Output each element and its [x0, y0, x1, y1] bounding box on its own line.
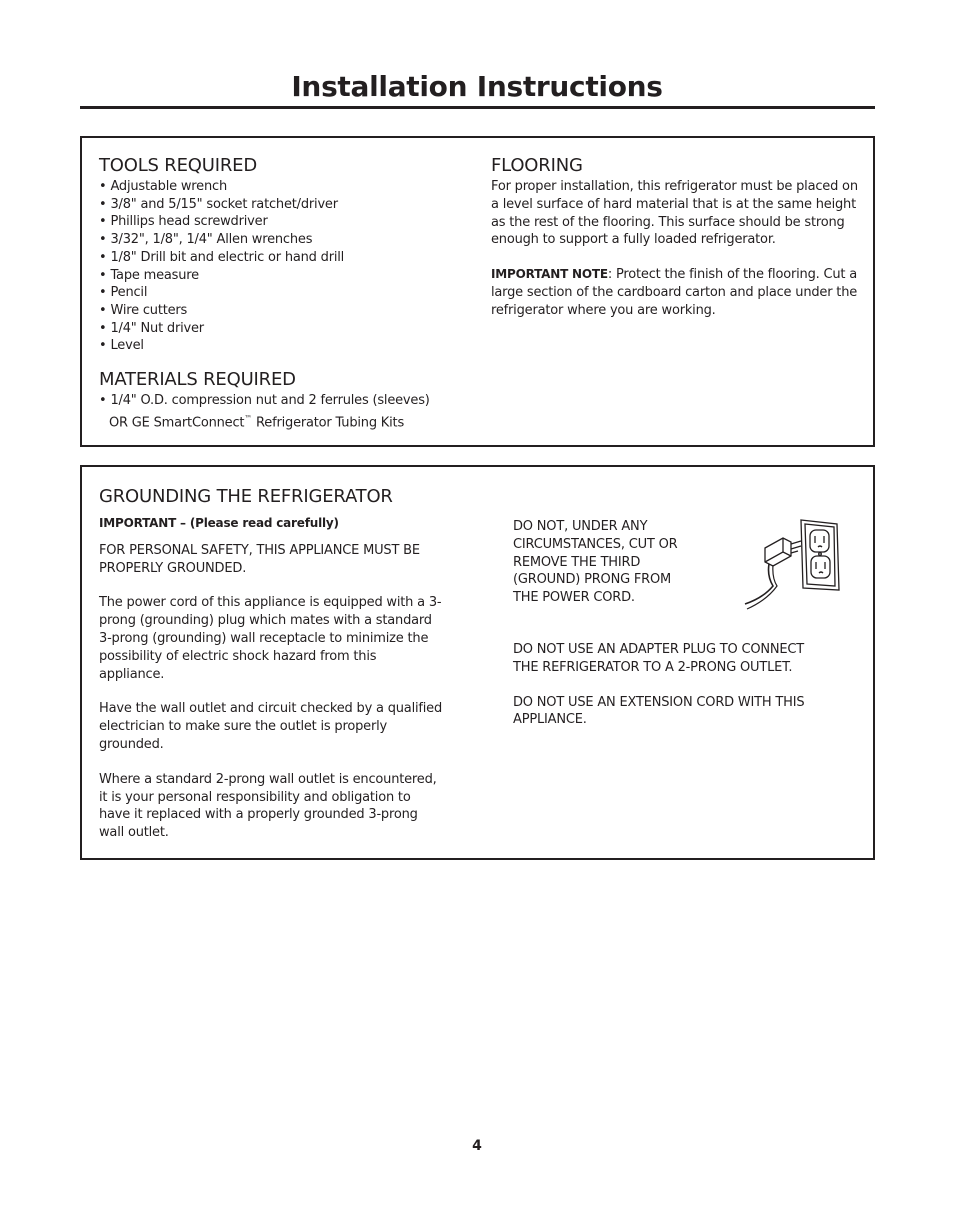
grounding-paragraph: Have the wall outlet and circuit checked by a qualified electrician to make sure the outlet is properly grounded.: [99, 701, 443, 752]
adapter-warning-text: DO NOT USE AN ADAPTER PLUG TO CONNECT THE REFRIGERATOR TO A 2-PRONG OUTLET.: [513, 642, 805, 675]
title-divider: [80, 106, 875, 109]
materials-section: [99, 369, 469, 432]
grounding-paragraph: The power cord of this appliance is equipped with a 3-prong (grounding) plug which mates with a standard 3-prong (grounding) wall receptacle to minimize the possibility of electric shock hazard from this appliance.: [99, 595, 442, 682]
tools-section: [99, 155, 469, 355]
flooring-heading: FLOORING: [491, 155, 583, 176]
list-item: • 3/8" and 5/15" socket ratchet/driver: [99, 196, 338, 212]
requirements-box: [80, 136, 875, 447]
grounding-paragraph: FOR PERSONAL SAFETY, THIS APPLIANCE MUST BE PROPERLY GROUNDED.: [99, 542, 420, 576]
tools-list: [99, 178, 469, 355]
tools-heading: TOOLS REQUIRED: [99, 155, 257, 176]
prong-warning-text: DO NOT, UNDER ANY CIRCUMSTANCES, CUT OR REMOVE THE THIRD (GROUND) PRONG FROM THE POWER CORD.: [513, 519, 678, 606]
list-item: • Level: [99, 338, 144, 354]
list-item: • 1/8" Drill bit and electric or hand drill: [99, 249, 345, 265]
list-item: • Adjustable wrench: [99, 179, 227, 194]
trademark-symbol: ™: [244, 413, 253, 423]
list-item: • Wire cutters: [99, 302, 188, 318]
grounding-warnings: [513, 641, 813, 729]
materials-line1: 1/4" O.D. compression nut and 2 ferrules (sleeves): [110, 393, 430, 408]
list-item: • 1/4" Nut driver: [99, 320, 204, 336]
list-item: • Phillips head screwdriver: [99, 214, 268, 230]
grounded-outlet-plug-illustration: [743, 516, 843, 612]
materials-heading: MATERIALS REQUIRED: [99, 369, 296, 390]
page-number: 4: [472, 1138, 482, 1154]
materials-line2-suffix: Refrigerator Tubing Kits: [252, 415, 405, 431]
grounding-heading: GROUNDING THE REFRIGERATOR: [99, 486, 393, 507]
prong-warning: [513, 518, 688, 607]
materials-line2-prefix: OR GE SmartConnect: [109, 415, 245, 431]
list-item: • 3/32", 1/8", 1/4" Allen wrenches: [99, 232, 313, 248]
flooring-note: [491, 266, 861, 319]
extension-warning-text: DO NOT USE AN EXTENSION CORD WITH THIS APPLIANCE.: [513, 694, 805, 728]
important-label: IMPORTANT – (Please read carefully): [99, 516, 339, 530]
plug-shape: [765, 538, 791, 566]
list-item: • Tape measure: [99, 267, 199, 283]
important-note-label: IMPORTANT NOTE: [491, 267, 608, 282]
flooring-body: For proper installation, this refrigerator must be placed on a level surface of hard material that is at the same height as the rest of the flooring. This surface should be strong enough to support a fully loaded refrigerator.: [491, 179, 858, 248]
grounding-paragraph: Where a standard 2-prong wall outlet is encountered, it is your personal responsibility and obligation to have it replaced with a properly grounded 3-prong wall outlet.: [99, 771, 437, 841]
page-title: Installation Instructions: [291, 70, 663, 103]
grounding-left-column: [99, 486, 444, 842]
flooring-section: [491, 155, 861, 320]
list-item: • Pencil: [99, 285, 148, 301]
materials-item: • 1/4" O.D. compression nut and 2 ferrules (sleeves) OR GE SmartConnect™ Refrigerator Tubing Kits: [99, 393, 430, 431]
important-note-text: : Protect the finish of the flooring. Cut a large section of the cardboard carton and place under the refrigerator where you are working.: [491, 267, 858, 318]
